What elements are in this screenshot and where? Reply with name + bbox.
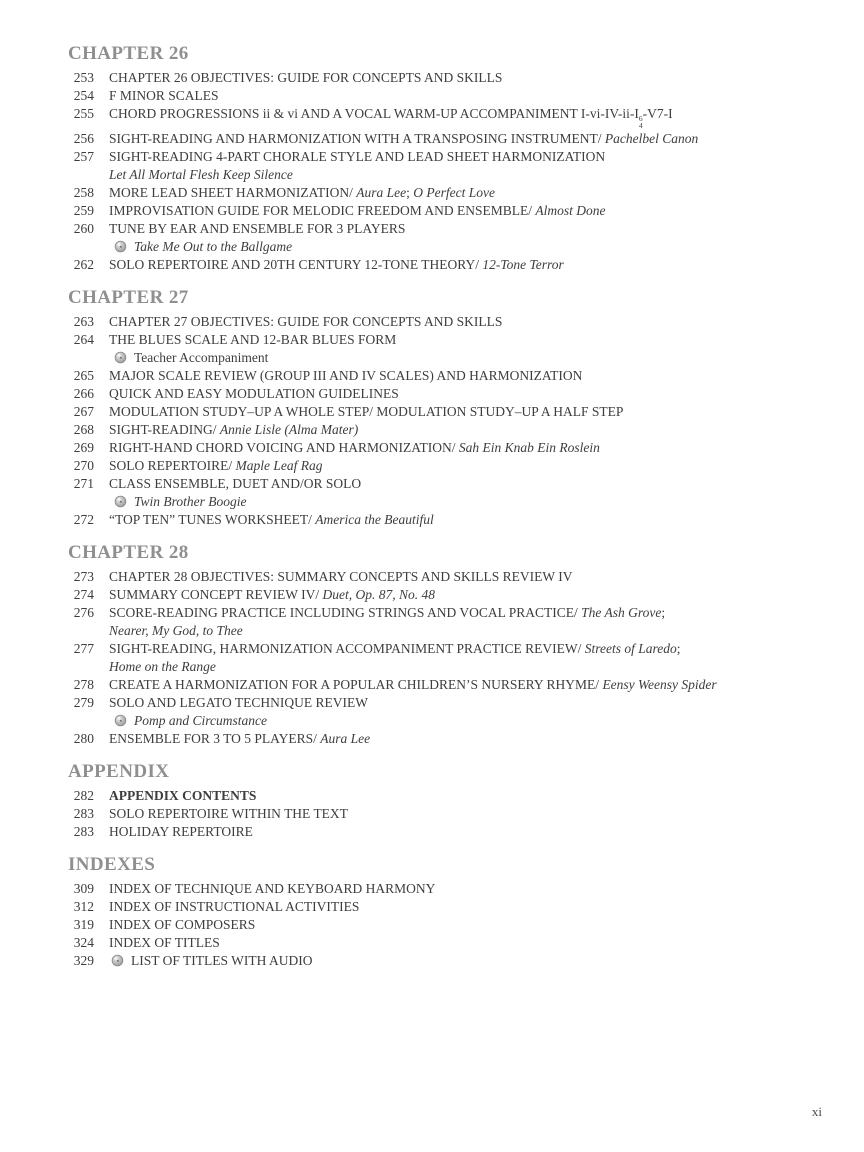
title-run: ; bbox=[406, 184, 414, 200]
section-entries bbox=[68, 787, 840, 841]
toc-entry bbox=[68, 367, 840, 385]
title-run: ENSEMBLE FOR 3 TO 5 PLAYERS/ bbox=[109, 730, 321, 746]
title-run: SOLO REPERTOIRE WITHIN THE TEXT bbox=[109, 805, 348, 821]
title-run: SOLO REPERTOIRE/ bbox=[109, 457, 236, 473]
toc-entry bbox=[68, 202, 840, 220]
toc-entry bbox=[68, 69, 840, 87]
title-run: Aura Lee bbox=[356, 184, 407, 200]
title-run: INDEX OF TECHNIQUE AND KEYBOARD HARMONY bbox=[109, 880, 436, 896]
title-run: INDEX OF INSTRUCTIONAL ACTIVITIES bbox=[109, 898, 360, 914]
title-run: -V7-I bbox=[642, 106, 673, 121]
entry-title bbox=[109, 87, 219, 105]
section-entries bbox=[68, 313, 840, 529]
title-run: APPENDIX CONTENTS bbox=[109, 787, 257, 803]
entry-title bbox=[109, 256, 564, 274]
subline-text bbox=[109, 167, 293, 182]
toc-entry bbox=[68, 916, 840, 934]
entry-page-number: 277 bbox=[73, 640, 94, 656]
entry-title bbox=[109, 105, 673, 130]
toc-entry bbox=[68, 220, 840, 256]
toc-section bbox=[68, 286, 840, 529]
entry-page-number: 274 bbox=[73, 586, 94, 602]
audio-icon bbox=[114, 240, 127, 253]
entry-title bbox=[109, 934, 220, 952]
entry-page-number: 259 bbox=[73, 202, 94, 218]
toc-entry bbox=[68, 823, 840, 841]
title-run: CHAPTER 26 OBJECTIVES: GUIDE FOR CONCEPTS AND SKILLS bbox=[109, 70, 503, 85]
entry-page-number: 324 bbox=[73, 934, 94, 950]
toc-entry bbox=[68, 87, 840, 105]
toc-entry bbox=[68, 331, 840, 367]
entry-title bbox=[109, 148, 605, 166]
entry-title bbox=[109, 898, 359, 916]
audio-icon bbox=[114, 351, 127, 364]
title-run: SIGHT-READING AND HARMONIZATION WITH A TRANSPOSING INSTRUMENT/ bbox=[109, 130, 605, 146]
subline-text bbox=[109, 659, 216, 674]
entry-title bbox=[109, 604, 665, 622]
toc-entry bbox=[68, 694, 840, 730]
title-run: SIGHT-READING/ bbox=[109, 421, 220, 437]
entry-title bbox=[109, 220, 405, 238]
entry-title bbox=[109, 586, 435, 604]
entry-title bbox=[109, 69, 502, 87]
entry-audio-subline bbox=[109, 349, 840, 367]
toc-entry bbox=[68, 313, 840, 331]
entry-subtitle bbox=[109, 658, 840, 676]
section-heading: APPENDIX bbox=[68, 760, 170, 782]
figured-bass-64: 6 4 bbox=[638, 114, 643, 130]
entry-page-number: 255 bbox=[73, 106, 94, 121]
title-run: Pomp and Circumstance bbox=[134, 712, 267, 728]
entry-subtitle bbox=[109, 166, 840, 184]
toc-entry bbox=[68, 256, 840, 274]
entry-title bbox=[109, 475, 361, 493]
title-run: SOLO AND LEGATO TECHNIQUE REVIEW bbox=[109, 694, 368, 710]
entry-page-number: 276 bbox=[73, 604, 94, 620]
title-run: ; bbox=[661, 604, 666, 620]
entry-title bbox=[109, 130, 698, 148]
title-run: MAJOR SCALE REVIEW (GROUP III AND IV SCALES) AND HARMONIZATION bbox=[109, 367, 583, 383]
footer-page-number: xi bbox=[811, 1104, 822, 1119]
entry-title bbox=[109, 640, 681, 658]
title-run: F MINOR SCALES bbox=[109, 88, 219, 103]
title-run: THE BLUES SCALE AND 12-BAR BLUES FORM bbox=[109, 331, 397, 347]
entry-page-number: 283 bbox=[73, 805, 94, 821]
subline-text bbox=[134, 493, 247, 511]
entry-page-number: 264 bbox=[73, 331, 94, 347]
section-entries bbox=[68, 880, 840, 970]
title-run: Let All Mortal Flesh Keep Silence bbox=[109, 166, 293, 182]
entry-title bbox=[109, 880, 435, 898]
entry-page-number: 329 bbox=[73, 952, 94, 968]
section-entries bbox=[68, 69, 840, 274]
audio-icon bbox=[114, 714, 127, 727]
title-run: CHORD PROGRESSIONS ii & vi AND A VOCAL WARM-UP ACCOMPANIMENT I-vi-IV-ii-I bbox=[109, 106, 639, 121]
entry-title bbox=[109, 202, 606, 220]
toc-section bbox=[68, 760, 840, 841]
title-run: The Ash Grove bbox=[581, 604, 662, 620]
title-run: SOLO REPERTOIRE AND 20TH CENTURY 12-TONE THEORY/ bbox=[109, 256, 483, 272]
title-run: “TOP TEN” TUNES WORKSHEET/ bbox=[109, 511, 316, 527]
entry-page-number: 278 bbox=[73, 676, 94, 692]
title-run: Home on the Range bbox=[109, 658, 216, 674]
title-run: MORE LEAD SHEET HARMONIZATION/ bbox=[109, 184, 357, 200]
toc-entry bbox=[68, 439, 840, 457]
entry-title bbox=[109, 385, 399, 403]
entry-audio-subline bbox=[109, 238, 840, 256]
title-run: INDEX OF TITLES bbox=[109, 934, 220, 950]
entry-title bbox=[109, 421, 358, 439]
entry-page-number: 263 bbox=[73, 313, 94, 329]
toc-entry bbox=[68, 457, 840, 475]
title-run: Sah Ein Knab Ein Roslein bbox=[458, 439, 600, 455]
entry-page-number: 280 bbox=[73, 730, 94, 746]
entry-title bbox=[109, 823, 253, 841]
title-run: Maple Leaf Rag bbox=[235, 457, 323, 473]
title-run: ; bbox=[676, 640, 681, 656]
audio-icon bbox=[111, 954, 124, 967]
title-run: Teacher Accompaniment bbox=[134, 349, 269, 365]
toc-entry bbox=[68, 475, 840, 511]
entry-title bbox=[109, 805, 348, 823]
entry-title bbox=[109, 952, 313, 970]
entry-title bbox=[109, 787, 256, 805]
toc-entry bbox=[68, 130, 840, 148]
title-run: O Perfect Love bbox=[413, 184, 495, 200]
entry-page-number: 253 bbox=[73, 70, 94, 85]
section-heading: CHAPTER 27 bbox=[68, 286, 189, 308]
entry-title bbox=[109, 439, 600, 457]
entry-title bbox=[109, 511, 434, 529]
title-run: HOLIDAY REPERTOIRE bbox=[109, 823, 253, 839]
toc-section bbox=[68, 42, 840, 274]
title-run: SUMMARY CONCEPT REVIEW IV/ bbox=[109, 586, 323, 602]
entry-page-number: 268 bbox=[73, 421, 94, 437]
toc-entry bbox=[68, 898, 840, 916]
entry-page-number: 262 bbox=[73, 256, 94, 272]
title-run: SIGHT-READING 4-PART CHORALE STYLE AND LEAD SHEET HARMONIZATION bbox=[109, 148, 606, 164]
toc-entry bbox=[68, 934, 840, 952]
toc-entry bbox=[68, 184, 840, 202]
entry-title bbox=[109, 730, 370, 748]
title-run: RIGHT-HAND CHORD VOICING AND HARMONIZATION/ bbox=[109, 439, 459, 455]
toc-entry bbox=[68, 148, 840, 184]
entry-subtitle bbox=[109, 622, 840, 640]
entry-page-number: 279 bbox=[73, 694, 94, 710]
entry-page-number: 269 bbox=[73, 439, 94, 455]
title-run: Duet, Op. 87, No. 48 bbox=[322, 586, 436, 602]
subline-text bbox=[109, 623, 243, 638]
title-run: CHAPTER 27 OBJECTIVES: GUIDE FOR CONCEPTS AND SKILLS bbox=[109, 313, 503, 329]
entry-title bbox=[109, 916, 255, 934]
toc-entry bbox=[68, 105, 840, 130]
title-run: Almost Done bbox=[535, 202, 606, 218]
section-heading: CHAPTER 26 bbox=[68, 43, 189, 64]
entry-page-number: 283 bbox=[73, 823, 94, 839]
title-run: America the Beautiful bbox=[315, 511, 434, 527]
entry-title bbox=[109, 403, 623, 421]
toc-entry bbox=[68, 730, 840, 748]
title-run: CHAPTER 28 OBJECTIVES: SUMMARY CONCEPTS AND SKILLS REVIEW IV bbox=[109, 568, 573, 584]
entry-page-number: 272 bbox=[73, 511, 94, 527]
toc-entry bbox=[68, 805, 840, 823]
toc-entry bbox=[68, 385, 840, 403]
entry-audio-subline bbox=[109, 712, 840, 730]
title-run: 12-Tone Terror bbox=[482, 256, 564, 272]
subline-text bbox=[134, 712, 267, 730]
title-run: CLASS ENSEMBLE, DUET AND/OR SOLO bbox=[109, 475, 362, 491]
toc-entry bbox=[68, 640, 840, 676]
entry-page-number: 270 bbox=[73, 457, 94, 473]
toc-entry bbox=[68, 952, 840, 970]
subline-text bbox=[134, 349, 268, 367]
entry-page-number: 282 bbox=[73, 787, 94, 803]
toc-entry bbox=[68, 511, 840, 529]
title-run: MODULATION STUDY–UP A WHOLE STEP/ MODULATION STUDY–UP A HALF STEP bbox=[109, 403, 624, 419]
entry-page-number: 254 bbox=[73, 88, 94, 103]
section-heading: INDEXES bbox=[68, 853, 156, 875]
title-run: INDEX OF COMPOSERS bbox=[109, 916, 256, 932]
toc-entry bbox=[68, 676, 840, 694]
title-run: CREATE A HARMONIZATION FOR A POPULAR CHILDREN’S NURSERY RHYME/ bbox=[109, 676, 603, 692]
toc-entry bbox=[68, 604, 840, 640]
title-run: Take Me Out to the Ballgame bbox=[134, 238, 293, 254]
title-run: Annie Lisle (Alma Mater) bbox=[219, 421, 359, 437]
section-heading: CHAPTER 28 bbox=[68, 541, 189, 563]
entry-page-number: 273 bbox=[73, 568, 94, 584]
entry-page-number: 256 bbox=[73, 130, 94, 146]
entry-page-number: 309 bbox=[73, 880, 94, 896]
toc-entry bbox=[68, 787, 840, 805]
entry-page-number: 271 bbox=[73, 475, 94, 491]
title-run: IMPROVISATION GUIDE FOR MELODIC FREEDOM AND ENSEMBLE/ bbox=[109, 202, 536, 218]
section-entries bbox=[68, 568, 840, 748]
title-run: Eensy Weensy Spider bbox=[602, 676, 717, 692]
title-run: Nearer, My God, to Thee bbox=[109, 622, 243, 638]
entry-page-number: 267 bbox=[73, 403, 94, 419]
entry-title bbox=[109, 184, 495, 202]
entry-title bbox=[109, 313, 502, 331]
toc-section bbox=[68, 541, 840, 748]
entry-audio-subline bbox=[109, 493, 840, 511]
entry-page-number: 265 bbox=[73, 367, 94, 383]
entry-page-number: 312 bbox=[73, 898, 94, 914]
title-run: SCORE-READING PRACTICE INCLUDING STRINGS AND VOCAL PRACTICE/ bbox=[109, 604, 582, 620]
toc-entry bbox=[68, 568, 840, 586]
entry-title bbox=[109, 331, 396, 349]
subline-text bbox=[134, 238, 292, 256]
toc-section bbox=[68, 853, 840, 970]
entry-title bbox=[109, 568, 573, 586]
toc-entry bbox=[68, 403, 840, 421]
title-run: TUNE BY EAR AND ENSEMBLE FOR 3 PLAYERS bbox=[109, 220, 406, 236]
entry-title bbox=[109, 457, 322, 475]
title-run: Aura Lee bbox=[320, 730, 371, 746]
toc-entry bbox=[68, 586, 840, 604]
entry-page-number: 260 bbox=[73, 220, 94, 236]
toc-entry bbox=[68, 880, 840, 898]
title-run: SIGHT-READING, HARMONIZATION ACCOMPANIMENT PRACTICE REVIEW/ bbox=[109, 640, 585, 656]
entry-page-number: 257 bbox=[73, 148, 94, 164]
title-run: LIST OF TITLES WITH AUDIO bbox=[131, 952, 313, 968]
entry-title bbox=[109, 676, 717, 694]
title-run: Streets of Laredo bbox=[584, 640, 677, 656]
entry-page-number: 319 bbox=[73, 916, 94, 932]
entry-page-number: 266 bbox=[73, 385, 94, 401]
entry-title bbox=[109, 367, 582, 385]
audio-icon bbox=[114, 495, 127, 508]
title-run: Twin Brother Boogie bbox=[134, 493, 247, 509]
entry-title bbox=[109, 694, 368, 712]
title-run: QUICK AND EASY MODULATION GUIDELINES bbox=[109, 385, 399, 401]
entry-page-number: 258 bbox=[73, 184, 94, 200]
toc-entry bbox=[68, 421, 840, 439]
title-run: Pachelbel Canon bbox=[604, 130, 699, 146]
